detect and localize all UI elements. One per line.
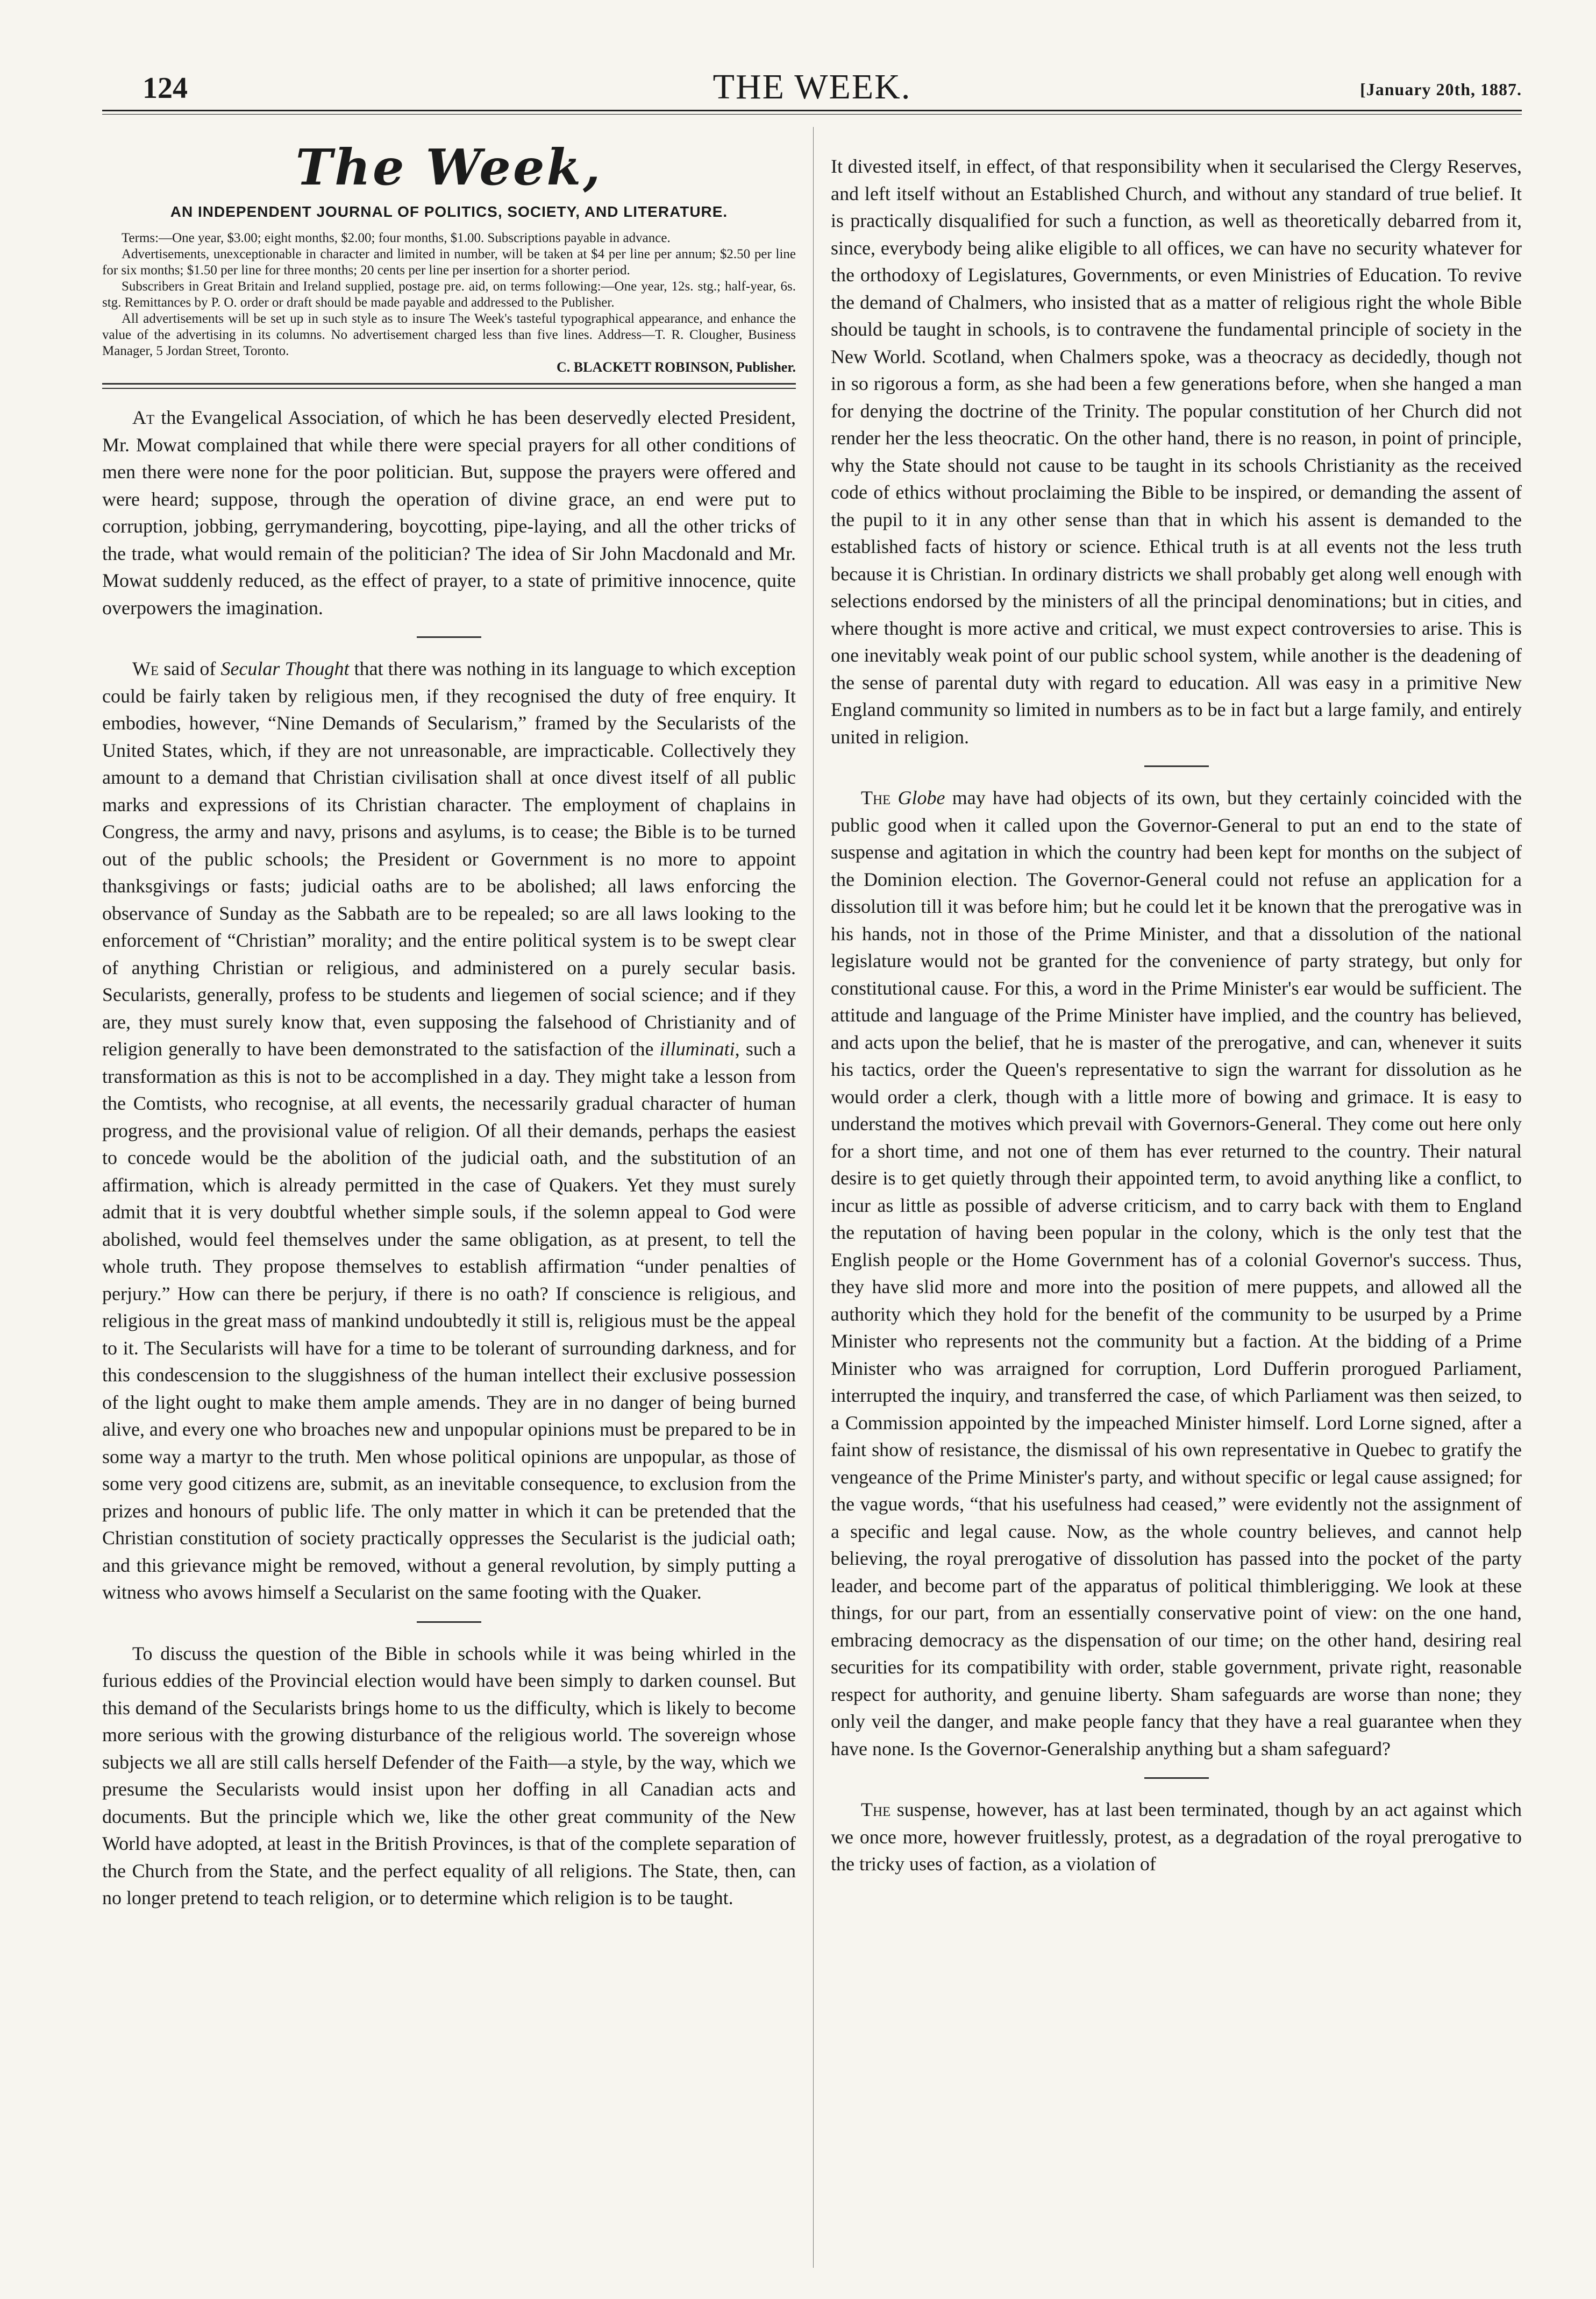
paragraph-evangelical xyxy=(102,404,796,621)
running-title: THE WEEK. xyxy=(712,67,911,107)
lead-word: The xyxy=(861,787,891,808)
header-rule-bottom xyxy=(102,114,1522,115)
page-header xyxy=(102,60,1522,109)
paragraph-text: the Evangelical Association, of which he has been deservedly elected President, Mr. Mowat complained that while there were special prayers for all other conditions of men there were none for the poor politician. But, suppose the prayers were offered and were heard; suppose, through the operation of divine grace, an end were put to corruption, jobbing, gerrymandering, boycotting, pipe-laying, and all the other tricks of the trade, what would remain of the politician? The idea of Sir John Macdonald and Mr. Mowat suddenly reduced, as the effect of prayer, to a state of primitive innocence, quite overpowers the imagination. xyxy=(102,407,796,619)
header-rule-top xyxy=(102,110,1522,111)
paragraph-bible-schools: To discuss the question of the Bible in schools while it was being whirled in the furious eddies of the Provincial election would have been simply to darken counsel. But this demand of the Secularists brings home to us the difficulty, which is likely to become more serious with the growing disturbance of the religious world. The sovereign whose subjects we all are still calls herself Defender of the Faith—a style, by the way, which we presume the Secularists would insist upon her doffing in all Canadian acts and documents. But the principle which we, like the other great community of the New World have adopted, at least in the British Provinces, is that of the complete separation of the Church from the State, and the perfect equality of all religions. The State, then, can no longer pretend to teach religion, or to determine which religion is to be taught. xyxy=(102,1642,796,1908)
paragraph-globe xyxy=(831,784,1522,1762)
left-column xyxy=(102,127,796,1912)
section-separator xyxy=(417,636,481,638)
issue-date: [January 20th, 1887. xyxy=(1360,80,1522,99)
paragraph-suspense xyxy=(831,1796,1522,1878)
column-divider xyxy=(813,127,814,2268)
right-column xyxy=(831,153,1522,1878)
section-separator xyxy=(1144,1777,1209,1779)
subscribers-text: Subscribers in Great Britain and Ireland supplied, postage pre. aid, on terms following:—One year, 12s. stg.; half-year, 6s. stg. Remittances by P. O. order or draft should be made payable and addressed to the Publisher. xyxy=(102,279,796,310)
publisher-line: C. BLACKETT ROBINSON, Publisher. xyxy=(556,359,796,375)
page-number: 124 xyxy=(142,72,188,105)
section-separator xyxy=(1144,765,1209,767)
lead-word: At xyxy=(132,407,155,428)
italic-title: Globe xyxy=(897,787,945,808)
paragraph-text: , such a transformation as this is not to be accomplished in a day. They might take a lesson from the Comtists, who recognise, at all events, the necessarily gradual character of human progress, and the provisional value of religion. Of all their demands, perhaps the easiest to concede would be the abolition of the judicial oath, and the substitution of an affirmation, which is already permitted in the case of Quakers. Yet they must surely admit that it is very doubtful whether simple souls, if the solemn appeal to God were abolished, would feel themselves under the same obligation, as at present, to tell the whole truth. They propose themselves to establish affirmation “under penalties of perjury.” How can there be perjury, if there is no oath? If conscience is religious, and religious in the great mass of mankind undoubtedly it still is, religious must be the appeal to it. The Secularists will have for a time to be tolerant of surrounding darkness, and for this condescension to the sluggishness of the human intellect their exclusive possession of the light ought to make them ample amends. They are in no danger of being burned alive, and every one who broaches new and unpopular opinions must be prepared to be in some way a martyr to the truth. Men whose political opinions are unpopular, as those of some very good citizens are, submit, as an inevitable consequence, to exclusion from the prizes and honours of public life. The only matter in which it can be pretended that the Christian constitution of society practically oppresses the Secularist is the judicial oath; and this grievance might be removed, without a general revolution, by simply putting a witness who avows himself a Secularist on the same footing with the Quaker. xyxy=(102,1038,796,1603)
paragraph-continuation: It divested itself, in effect, of that responsibility when it secularised the Clergy Reserves, and left itself without an Established Church, and without any standard of true belief. It is practically disqualified for such a function, as well as theoretically debarred from it, since, everybody being alike eligible to all offices, we can have no security whatever for the orthodoxy of Legislatures, Governments, or even Ministries of Education. To revive the demand of Chalmers, who insisted that as a matter of religious right the whole Bible should be taught in schools, is to contravene the fundamental principle of society in the New World. Scotland, when Chalmers spoke, was a theocracy as decidedly, though not in so rigorous a form, as she had been a few generations before, when she hanged a man for denying the doctrine of the Trinity. The popular constitution of her Church did not render her the less theocratic. On the other hand, there is no reason, in point of principle, why the State should not cause to be taught in its schools Christianity as the received code of ethics without proclaiming the Bible to be inspired, or demanding the assent of the pupil to it in any other sense than that in which his assent is demanded to the established facts of history or science. Ethical truth is at all events not the less truth because it is Christian. In ordinary districts we shall probably get along well enough with selections endorsed by the ministers of all the principal denominations; but in cities, and where thought is more active and critical, we must expect controversies to arise. This is one inevitably weak point of our public school system, while another is the deadening of the sense of parental duty with regard to education. All was easy in a primitive New England community so limited in numbers as to be in fact but a large family, and entirely united in religion. xyxy=(831,155,1522,748)
masthead-subtitle: AN INDEPENDENT JOURNAL OF POLITICS, SOCIETY, AND LITERATURE. xyxy=(170,203,728,220)
advertisements-text: Advertisements, unexceptionable in character and limited in number, will be taken at $4 per line per annum; $2.50 per line for six months; $1.50 per line for three months; 20 cents per line per insertion for a shorter period. xyxy=(102,247,796,278)
paragraph-text: suspense, however, has at last been terminated, though by an act against which we once more, however fruitlessly, protest, as a degradation of the royal prerogative to the tricky uses of faction, as a violation of xyxy=(831,1799,1522,1875)
paragraph-text: that there was nothing in its language to which exception could be fairly taken by religious men, if they recognised the duty of free enquiry. It embodies, however, “Nine Demands of Secularism,” framed by the Secularists of the United States, which, if they are not unreasonable, are impracticable. Collectively they amount to a demand that Christian civilisation shall at once divest itself of all public marks and expressions of its Christian character. The employment of chaplains in Congress, the army and navy, prisons and asylums, is to cease; the Bible is to be turned out of the public schools; the President or Government is no more to appoint thanksgivings or fasts; judicial oaths are to be abolished; all laws enforcing the observance of Sunday as the Sabbath are to be repealed; so are all laws looking to the enforcement of “Christian” morality; and the entire political system is to be swept clear of anything Christian or religious, and administered on a purely secular basis. Secularists, generally, profess to be students and liegemen of social science; and if they are, they must surely know that, even supposing the falsehood of Christianity and of religion generally to have been demonstrated to the satisfaction of the xyxy=(102,658,796,1060)
lead-word: We xyxy=(132,658,159,679)
paragraph-text: said of xyxy=(163,658,216,679)
masthead-title: The Week, xyxy=(295,138,603,196)
italic-title: Secular Thought xyxy=(220,658,350,679)
terms-text: Terms:—One year, $3.00; eight months, $2.00; four months, $1.00. Subscriptions payable in advance. xyxy=(122,231,671,245)
section-separator xyxy=(417,1621,481,1623)
masthead-rule xyxy=(102,383,796,389)
notice-text: All advertisements will be set up in such style as to insure The Week's tasteful typographical appearance, and enhance the value of the advertising in its columns. No advertisement charged less than five lines. Address—T. R. Clougher, Business Manager, 5 Jordan Street, Toronto. xyxy=(102,311,796,358)
subscription-terms xyxy=(102,230,796,375)
paragraph-secularism xyxy=(102,655,796,1606)
italic-word: illuminati xyxy=(659,1038,735,1060)
paragraph-text: may have had objects of its own, but they certainly coincided with the public good when it called upon the Governor-General to put an end to the state of suspense and agitation in which the country had been kept for months on the subject of the Dominion election. The Governor-General could not refuse an application for a dissolution till it was before him; but he could let it be known that the prerogative was in his hands, not in those of the Prime Minister, and that a dissolution of the national legislature would not be granted for the convenience of party strategy, but only for constitutional cause. For this, a word in the Prime Minister's ear would be sufficient. The attitude and language of the Prime Minister have implied, and the country has believed, and acts upon the belief, that he is master of the prerogative, and can, whenever it suits his tactics, order the Queen's representative to sign the warrant for dissolution as he would order a clerk, though with a little more of bowing and grimace. It is easy to understand the motives which prevail with Governors-General. They come out here only for a short time, and not one of them has ever returned to the country. Their natural desire is to get quietly through their appointed term, to avoid anything like a conflict, to incur as little as possible of adverse criticism, and to carry back with them to England the reputation of having been popular in the colony, which is the only test that the English people or the Home Government has of a colonial Governor's success. Thus, they have slid more and more into the position of mere puppets, and allowed all the authority which they hold for the benefit of the community to be usurped by a Prime Minister who represents not the community but a faction. At the bidding of a Prime Minister who was arraigned for corruption, Lord Dufferin prorogued Parliament, interrupted the inquiry, and transferred the case, of which Parliament was then seized, to a Commission appointed by the impeached Minister himself. Lord Lorne signed, after a faint show of resistance, the dismissal of his own representative in Quebec to gratify the vengeance of the Prime Minister's party, and without specific or legal cause assigned; for the vague words, “that his usefulness had ceased,” were evidently not the assignment of a specific and legal cause. Now, as the whole country believes, and cannot help believing, the royal prerogative of dissolution has passed into the pocket of the party leader, and become part of the apparatus of political thimblerigging. We look at these things, for our part, from an essentially conservative point of view: on the one hand, embracing democracy as the dispensation of our time; on the other hand, desiring real securities for its compatibility with order, stable government, private right, reasonable respect for authority, and genuine liberty. Sham safeguards are worse than none; they only veil the danger, and make people fancy that they have a real guarantee when they have none. Is the Governor-Generalship anything but a sham safeguard? xyxy=(831,787,1522,1759)
lead-word: The xyxy=(861,1799,891,1820)
